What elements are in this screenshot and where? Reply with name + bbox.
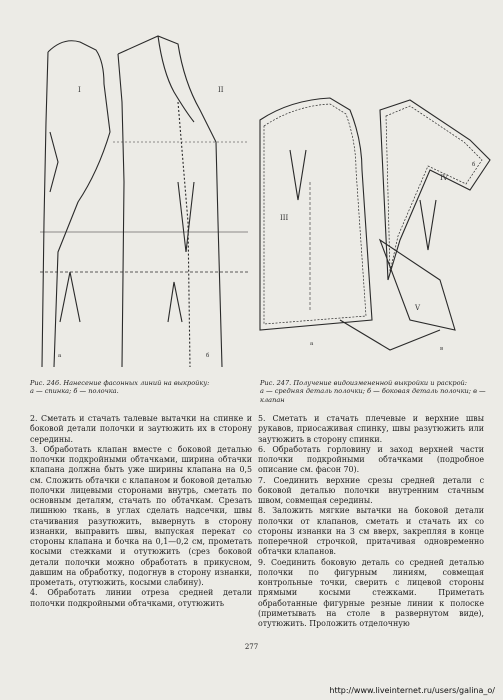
label-b-right: б bbox=[472, 162, 476, 168]
label-iv: IV bbox=[440, 174, 448, 182]
figure-247-caption: Рис. 247. Получение видоизмененной выкройки и раскрой: а — средняя деталь полочки; б — боковая деталь полочки; в — клапан bbox=[260, 379, 486, 404]
pattern-drawing-247 bbox=[250, 80, 498, 370]
body-column-right: 5. Сметать и стачать плечевые и верхние швы рукавов, приосаживая спинку, швы разутюжить или заутюжить в сторону спинки. 6. Обработать горловину и заход верхней части полочки подкройными обтачками (подробное описание см. фасон 70). 7. Соединить верхние срезы средней детали с боковой деталью полочки внутренним стачным швом, совмещая середины. 8. Заложить мягкие вытачки на боковой детали полочки от клапанов, сметать и стачать их со стороны изнанки на 3 см вверх, закрепляя в конце поперечной строчкой, притачивая одновременно обтачки клапанов. 9. Соединить боковую деталь со средней деталью полочки по фигурным линиям, совмещая контрольные точки, сверить с лицевой стороны прямыми косыми стежками. Приметать обработанные фигурные резные линии к полоске (приметывать на столе в развернутом виде), отутюжить. Проложить отделочную bbox=[258, 414, 484, 628]
label-a-right: a bbox=[310, 341, 314, 347]
figure-246-caption: Рис. 246. Нанесение фасонных линий на выкройку: а — спинка; б — полочка. bbox=[30, 379, 210, 396]
label-b-left: б bbox=[206, 353, 210, 359]
label-iii: III bbox=[280, 214, 289, 222]
label-v: V bbox=[415, 304, 421, 312]
pattern-drawing-246 bbox=[18, 22, 248, 372]
pattern-figure-246 bbox=[18, 22, 248, 372]
pattern-figure-247 bbox=[250, 80, 498, 370]
label-a-left: a bbox=[58, 353, 62, 359]
footer-url: http://www.liveinternet.ru/users/galina_o/ bbox=[329, 686, 495, 695]
body-column-left: 2. Сметать и стачать талевые вытачки на спинке и боковой детали полочки и заутюжить их в сторону середины. 3. Обработать клапан вместе с боковой деталью полочки подкройными обтачками, ширина обтачки клапана должна быть уже ширины клапана на 0,5 см. Сложить обтачки с клапаном и боковой деталью полочки лицевыми сторонами внутрь, сметать по основным деталям, стачать по обтачкам. Срезать лишнюю ткань, в углах сделать надсечки, швы стачивания разутюжить, вывернуть в сторону изнанки, выправить швы, выпуская перекат со стороны клапана и бочка на 0,1—0,2 см, прометать косыми стежками и отутюжить (срез боковой детали полочки можно обработать в прикусном, давшим на обработку, подогнув в сторону изнанки, прометать, отутюжить, косыми слабину). 4. Обработать линии отреза средней детали полочки подкройными обтачками, отутюжить bbox=[30, 414, 252, 608]
label-i: I bbox=[78, 86, 81, 94]
label-ii: II bbox=[218, 86, 224, 94]
page-number: 277 bbox=[244, 643, 259, 651]
label-v-right: в bbox=[440, 346, 444, 352]
